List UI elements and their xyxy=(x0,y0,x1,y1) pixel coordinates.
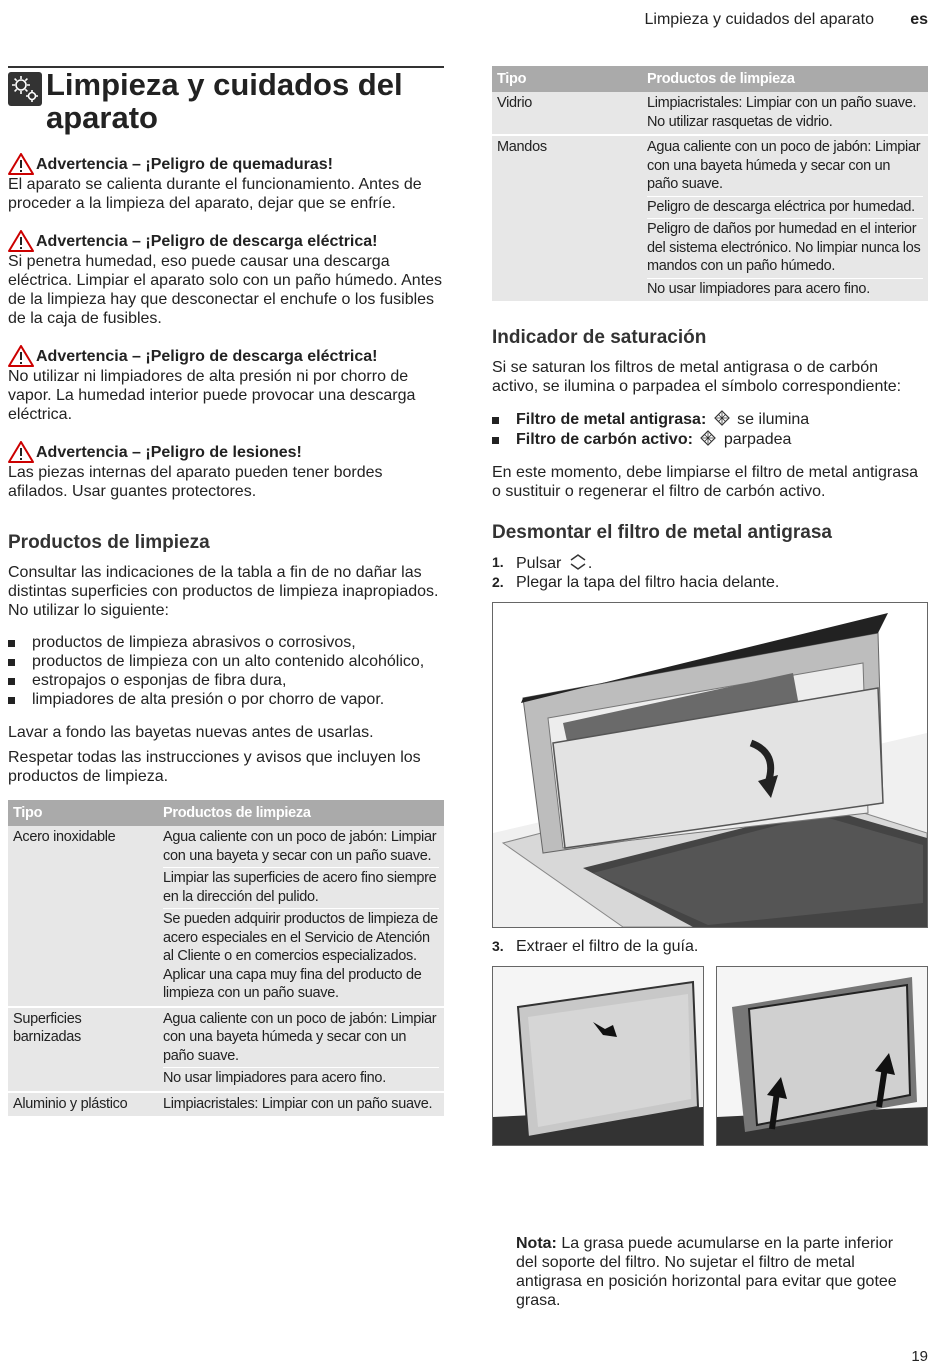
list-item: productos de limpieza abrasivos o corrosivos, xyxy=(8,633,444,652)
table-row xyxy=(8,1007,444,1092)
note-label: Nota: xyxy=(516,1235,557,1252)
step-number: 3. xyxy=(492,938,504,954)
saturacion-p: En este momento, debe limpiarse el filtro de metal antigrasa o sustituir o regenerar el filtro de carbón activo. xyxy=(492,464,918,500)
warning-triangle-icon xyxy=(8,345,34,367)
warning-title: Advertencia – ¡Peligro de descarga eléctrica! xyxy=(36,232,378,250)
warning-text: El aparato se calienta durante el funcionamiento. Antes de proceder a la limpieza del aparato, dejar que se enfríe. xyxy=(8,176,422,212)
item-text: parpadea xyxy=(723,431,792,448)
warning-electric-1 xyxy=(8,230,444,328)
cell-productos xyxy=(158,1092,444,1118)
list-item xyxy=(492,410,928,429)
warning-title: Advertencia – ¡Peligro de descarga eléctrica! xyxy=(36,347,378,365)
step-number: 1. xyxy=(492,554,504,570)
list-item: limpiadores de alta presión o por chorro de vapor. xyxy=(8,690,444,709)
cell-line: Peligro de descarga eléctrica por humedad. xyxy=(647,196,923,217)
warning-triangle-icon xyxy=(8,441,34,463)
productos-p2: Respetar todas las instrucciones y avisos que incluyen los productos de limpieza. xyxy=(8,749,421,785)
note-block xyxy=(516,1234,916,1310)
desmontar-steps-2 xyxy=(492,937,928,956)
cell-line: Agua caliente con un poco de jabón: Limpiar con una bayeta y secar con un paño suave. xyxy=(163,829,437,864)
column-header-tipo: Tipo xyxy=(8,800,158,826)
cell-line: Limpiar las superficies de acero fino siempre en la dirección del pulido. xyxy=(163,867,439,906)
step-text: Pulsar xyxy=(516,555,562,572)
filter-removal-illustration-1 xyxy=(492,966,704,1146)
header-title: Limpieza y cuidados del aparato xyxy=(644,11,874,28)
step-number: 2. xyxy=(492,574,504,590)
cell-productos xyxy=(642,135,928,302)
productos-intro: Consultar las indicaciones de la tabla a fin de no dañar las distintas superficies con productos de limpieza inapropiados. No utilizar lo siguiente: xyxy=(8,564,439,619)
page-title: Limpieza y cuidados del aparato xyxy=(46,67,403,135)
warning-text: Si penetra humedad, eso puede causar una descarga eléctrica. Limpiar el aparato solo con un paño húmedo. Antes de la limpieza hay que desconectar el enchufe o los fusibles de la caja de fusibles. xyxy=(8,253,443,327)
section-heading-saturacion: Indicador de saturación xyxy=(492,327,707,348)
page-header xyxy=(0,8,950,30)
title-block xyxy=(8,66,444,140)
left-column xyxy=(8,66,444,1118)
list-item: estropajos o esponjas de fibra dura, xyxy=(8,671,444,690)
section-heading-productos: Productos de limpieza xyxy=(8,532,210,553)
cell-line: Agua caliente con un poco de jabón: Limpiar con una bayeta húmeda y secar con un paño suave. xyxy=(647,139,921,192)
cell-line: Limpiacristales: Limpiar con un paño suave. No utilizar rasquetas de vidrio. xyxy=(647,95,917,130)
warning-title: Advertencia – ¡Peligro de quemaduras! xyxy=(36,155,333,173)
header-lang: es xyxy=(910,11,928,28)
note-text: La grasa puede acumularse en la parte inferior del soporte del filtro. No sujetar el filtro de metal antigrasa en posición horizontal para evitar que gotee grasa. xyxy=(516,1235,897,1309)
cell-tipo: Mandos xyxy=(492,135,642,302)
table-row xyxy=(8,1092,444,1118)
cleaning-gear-icon xyxy=(8,72,42,106)
item-text: se ilumina xyxy=(737,411,810,428)
warning-injury xyxy=(8,441,444,501)
table-row xyxy=(492,135,928,302)
cell-line: Agua caliente con un poco de jabón: Limpiar con una bayeta húmeda y secar con un paño suave. xyxy=(163,1010,437,1064)
step-text: Extraer el filtro de la guía. xyxy=(516,938,699,955)
cell-productos xyxy=(158,826,444,1007)
hood-illustration xyxy=(492,602,928,928)
desmontar-steps xyxy=(492,553,928,592)
warning-title: Advertencia – ¡Peligro de lesiones! xyxy=(36,443,302,461)
table-row xyxy=(492,92,928,135)
grease-filter-symbol-icon xyxy=(714,410,730,426)
cell-line: Peligro de daños por humedad en el interior del sistema electrónico. No limpiar nunca los mandos con un paño húmedo. xyxy=(647,218,923,276)
cleaning-table-right xyxy=(492,66,928,303)
cell-productos xyxy=(158,1007,444,1092)
cell-line: Limpiacristales: Limpiar con un paño suave. xyxy=(163,1095,433,1112)
warning-triangle-icon xyxy=(8,230,34,252)
list-item xyxy=(492,430,928,449)
warning-text: No utilizar ni limpiadores de alta presión ni por chorro de vapor. La humedad interior puede provocar una descarga eléctrica. xyxy=(8,368,416,423)
cell-line: Se pueden adquirir productos de limpieza de acero especiales en el Servicio de Atención al Cliente o en comercios especializados. Aplicar una capa muy fina del producto de limpieza con un paño suave. xyxy=(163,908,439,1003)
cell-tipo: Superficies barnizadas xyxy=(8,1007,158,1092)
section-heading-desmontar: Desmontar el filtro de metal antigrasa xyxy=(492,522,832,543)
warning-burns xyxy=(8,153,444,213)
filter-removal-illustration-2 xyxy=(716,966,928,1146)
chevron-up-down-icon xyxy=(568,553,588,571)
item-label: Filtro de carbón activo: xyxy=(516,431,693,448)
column-header-productos: Productos de limpieza xyxy=(158,800,444,826)
cell-line: No usar limpiadores para acero fino. xyxy=(647,278,923,299)
step-item xyxy=(492,573,928,592)
cell-tipo: Vidrio xyxy=(492,92,642,135)
column-header-tipo: Tipo xyxy=(492,66,642,92)
saturacion-intro: Si se saturan los filtros de metal antigrasa o de carbón activo, se ilumina o parpadea el símbolo correspondiente: xyxy=(492,359,902,395)
carbon-filter-symbol-icon xyxy=(700,430,716,446)
column-header-productos: Productos de limpieza xyxy=(642,66,928,92)
item-label: Filtro de metal antigrasa: xyxy=(516,411,707,428)
list-item: productos de limpieza con un alto contenido alcohólico, xyxy=(8,652,444,671)
warning-text: Las piezas internas del aparato pueden tener bordes afilados. Usar guantes protectores. xyxy=(8,464,383,500)
warning-electric-2 xyxy=(8,345,444,424)
cell-tipo: Aluminio y plástico xyxy=(8,1092,158,1118)
warning-triangle-icon xyxy=(8,153,34,175)
table-row xyxy=(8,826,444,1007)
cleaning-table-left xyxy=(8,800,444,1118)
productos-p1: Lavar a fondo las bayetas nuevas antes de usarlas. xyxy=(8,724,374,741)
cell-tipo: Acero inoxidable xyxy=(8,826,158,1007)
page-number: 19 xyxy=(911,1348,928,1365)
cell-line: No usar limpiadores para acero fino. xyxy=(163,1067,439,1088)
right-column xyxy=(492,66,928,1146)
step-item xyxy=(492,937,928,956)
step-item: 1. Pulsar . xyxy=(492,554,593,572)
step-text: Plegar la tapa del filtro hacia delante. xyxy=(516,574,780,591)
cell-productos xyxy=(642,92,928,135)
saturacion-list xyxy=(492,410,928,449)
productos-list xyxy=(8,633,444,709)
